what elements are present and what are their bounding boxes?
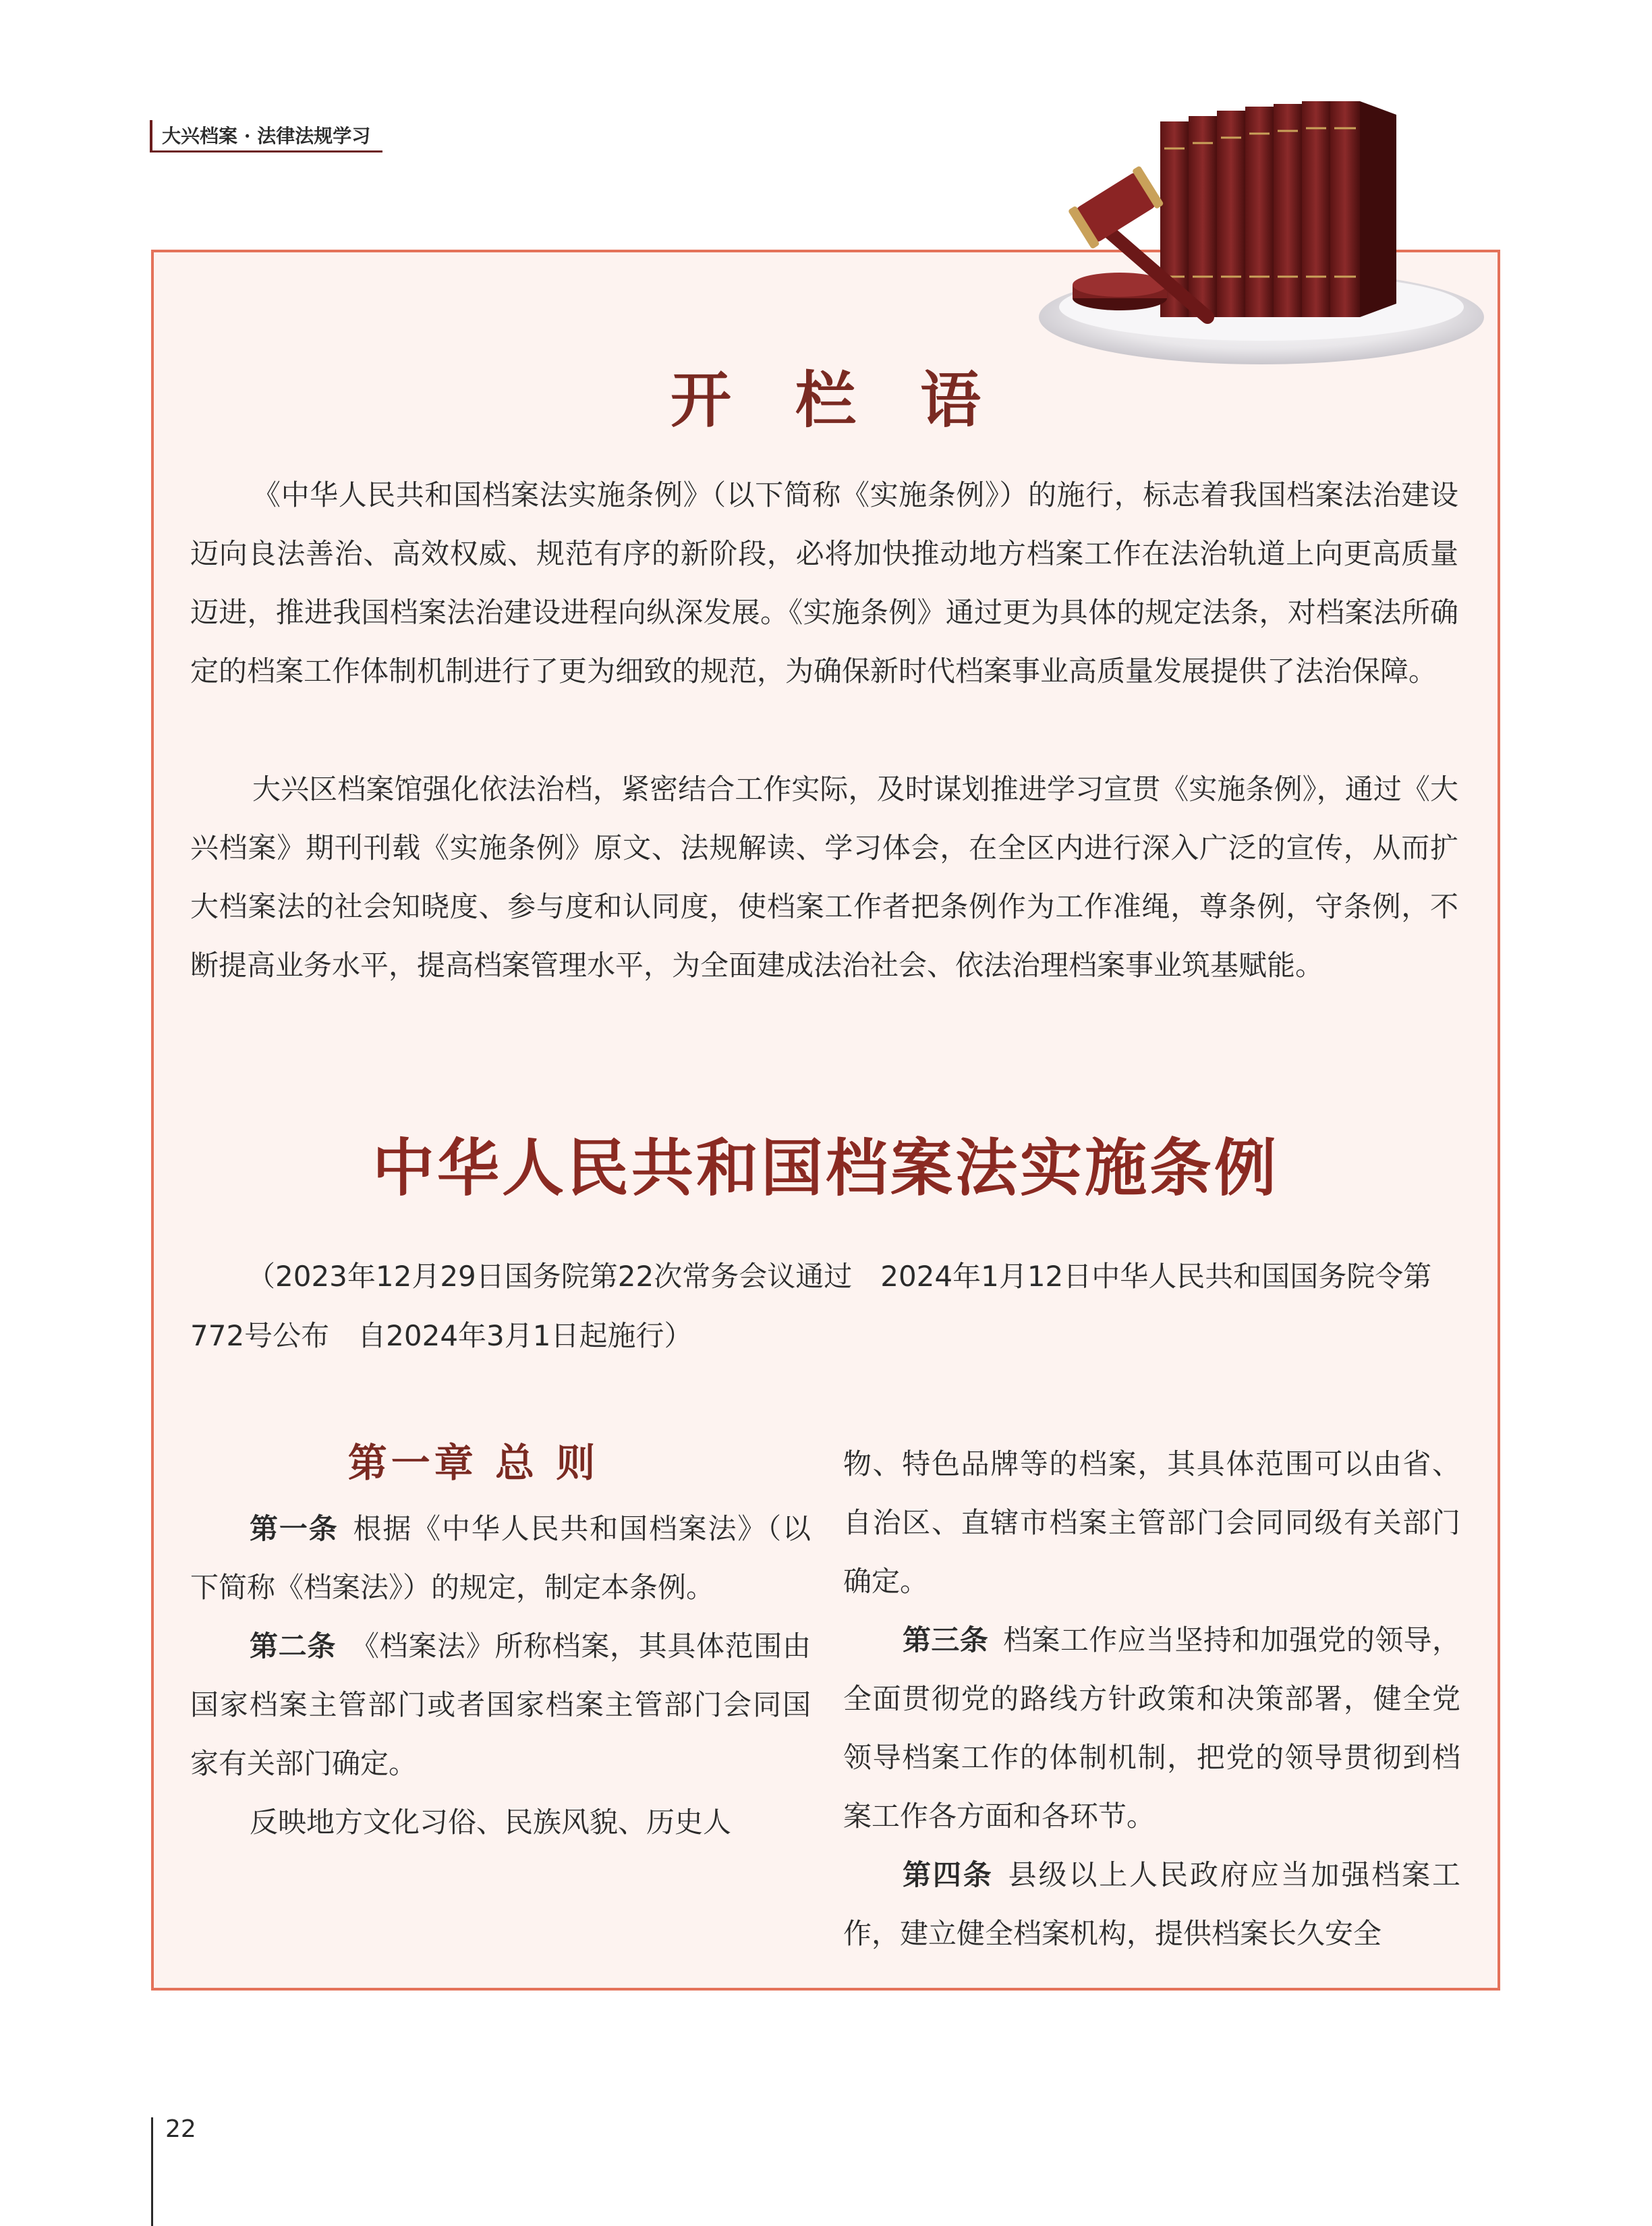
article-number: 第一条 xyxy=(250,1512,339,1545)
gavel-books-illustration xyxy=(1039,101,1511,371)
article-1 xyxy=(190,1499,811,1617)
regulation-title: 中华人民共和国档案法实施条例 xyxy=(372,1132,1279,1204)
article-2-continuation-tail: 物、特色品牌等的档案，其具体范围可以由省、自治区、直辖市档案主管部门会同同级有关部门确定。 xyxy=(843,1447,1460,1598)
article-2-continuation: 反映地方文化习俗、民族风貌、历史人 xyxy=(250,1806,732,1839)
page-number: 22 xyxy=(165,2115,196,2143)
article-2 xyxy=(190,1617,811,1793)
intro-paragraph-2: 大兴区档案馆强化依法治档，紧密结合工作实际，及时谋划推进学习宣贯《实施条例》，通过《大兴档案》期刊刊载《实施条例》原文、法规解读、学习体会，在全区内进行深入广泛的宣传，从而扩大档案法的社会知晓度、参与度和认同度，使档案工作者把条例作为工作准绳，尊条例，守条例，不断提高业务水平，提高档案管理水平，为全面建成法治社会、依法治理档案事业筑基赋能。 xyxy=(190,773,1458,982)
section-tag-text: 大兴档案 · 法律法规学习 xyxy=(162,125,371,147)
article-text: 县级以上人民政府应当加强档案工作，建立健全档案机构，提供档案长久安全 xyxy=(843,1858,1460,1950)
law-books-icon xyxy=(1160,101,1396,317)
left-column xyxy=(190,1435,811,1852)
intro-paragraph-1: 《中华人民共和国档案法实施条例》（以下简称《实施条例》）的施行，标志着我国档案法治建设迈向良法善治、高效权威、规范有序的新阶段，必将加快推动地方档案工作在法治轨道上向更高质量迈进，推进我国档案法治建设进程向纵深发展。《实施条例》通过更为具体的规定法条，对档案法所确定的档案工作体制机制进行了更为细致的规范，为确保新时代档案事业高质量发展提供了法治保障。 xyxy=(190,478,1458,688)
article-number: 第四条 xyxy=(903,1858,994,1891)
article-text: 根据《中华人民共和国档案法》（以下简称《档案法》）的规定，制定本条例。 xyxy=(190,1512,811,1604)
article-text: 档案工作应当坚持和加强党的领导，全面贯彻党的路线方针政策和决策部署，健全党领导档案工作的体制机制，把党的领导贯彻到档案工作各方面和各环节。 xyxy=(843,1623,1460,1833)
article-4 xyxy=(843,1845,1460,1963)
page-number-rule xyxy=(151,2117,153,2226)
section-tag xyxy=(150,120,382,152)
article-number: 第三条 xyxy=(903,1623,989,1657)
adoption-note: （2023年12月29日国务院第22次常务会议通过 2024年1月12日中华人民共和国国务院令第772号公布 自2024年3月1日起施行） xyxy=(190,1260,1432,1352)
intro-title: 开栏语 xyxy=(671,365,1045,436)
article-text: 《档案法》所称档案，其具体范围由国家档案主管部门或者国家档案主管部门会同国家有关部门确定。 xyxy=(190,1630,811,1780)
chapter-heading: 第一章 总 则 xyxy=(347,1440,600,1486)
article-3 xyxy=(843,1611,1460,1845)
article-number: 第二条 xyxy=(250,1630,336,1663)
right-column xyxy=(843,1435,1460,1963)
